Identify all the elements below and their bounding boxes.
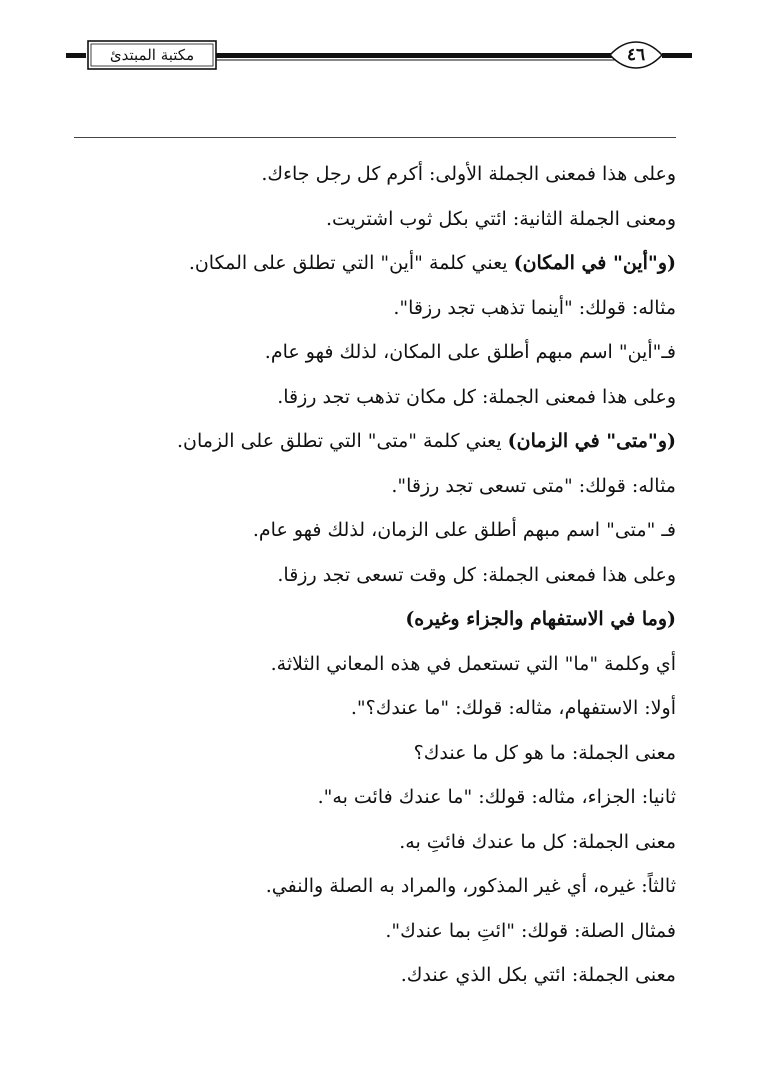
text-line: [60, 686, 676, 731]
line-text: يعني كلمة "متى" التي تطلق على الزمان.: [177, 430, 508, 452]
text-line: [60, 241, 676, 286]
line-text: وعلى هذا فمعنى الجملة الأولى: أكرم كل رجل جاءك.: [261, 163, 676, 185]
text-line: [60, 375, 676, 420]
line-text: يعني كلمة "أين" التي تطلق على المكان.: [188, 252, 514, 274]
line-text: مثاله: قولك: "أينما تذهب تجد رزقا".: [393, 296, 676, 319]
line-text: أولا: الاستفهام، مثاله: قولك: "ما عندك؟".: [350, 697, 676, 719]
content-top-rule: [74, 137, 676, 138]
line-text: وعلى هذا فمعنى الجملة: كل مكان تذهب تجد رزقا.: [277, 385, 676, 408]
text-line: [60, 642, 676, 687]
text-line: [60, 152, 676, 197]
heading-text: (وما في الاستفهام والجزاء وغيره): [405, 608, 676, 630]
line-text: ثانيا: الجزاء، مثاله: قولك: "ما عندك فائت به".: [317, 786, 676, 808]
line-text: أي وكلمة "ما" التي تستعمل في هذه المعاني الثلاثة.: [270, 652, 676, 675]
page-number: ٤٦: [626, 45, 646, 65]
page-header: [0, 0, 758, 80]
text-line: [60, 553, 676, 598]
text-line: [60, 508, 676, 553]
line-text: فـ "متى" اسم مبهم أطلق على الزمان، لذلك فهو عام.: [252, 519, 676, 541]
text-line: [60, 731, 676, 776]
section-heading: [60, 597, 676, 642]
line-text: ثالثاً: غيره، أي غير المذكور، والمراد به الصلة والنفي.: [265, 875, 676, 897]
line-lead-bold: (و"متى" في الزمان): [507, 430, 676, 452]
line-text: معنى الجملة: ما هو كل ما عندك؟: [413, 741, 676, 764]
header-rule-middle: [216, 53, 616, 58]
line-text: فمثال الصلة: قولك: "ائتِ بما عندك".: [385, 919, 676, 942]
line-text: ومعنى الجملة الثانية: ائتي بكل ثوب اشتريت.: [325, 207, 676, 230]
text-line: [60, 953, 676, 998]
book-title: مكتبة المبتدئ: [109, 46, 195, 64]
text-line: [60, 820, 676, 865]
line-text: مثاله: قولك: "متى تسعى تجد رزقا".: [391, 474, 676, 497]
header-rule-left: [66, 53, 86, 58]
text-line: [60, 419, 676, 464]
line-lead-bold: (و"أين" في المكان): [513, 252, 676, 274]
header-ornament: [0, 0, 758, 80]
text-line: [60, 464, 676, 509]
text-line: [60, 197, 676, 242]
line-text: فـ"أين" اسم مبهم أطلق على المكان، لذلك فهو عام.: [264, 341, 676, 363]
line-text: معنى الجملة: كل ما عندك فائتِ به.: [399, 830, 676, 853]
text-line: [60, 286, 676, 331]
text-line: [60, 909, 676, 954]
text-line: [60, 330, 676, 375]
line-text: معنى الجملة: ائتي بكل الذي عندك.: [400, 964, 676, 986]
text-line: [60, 775, 676, 820]
line-text: وعلى هذا فمعنى الجملة: كل وقت تسعى تجد رزقا.: [277, 563, 676, 586]
page-body: [60, 152, 676, 998]
text-line: [60, 864, 676, 909]
header-rule-right: [662, 53, 692, 58]
